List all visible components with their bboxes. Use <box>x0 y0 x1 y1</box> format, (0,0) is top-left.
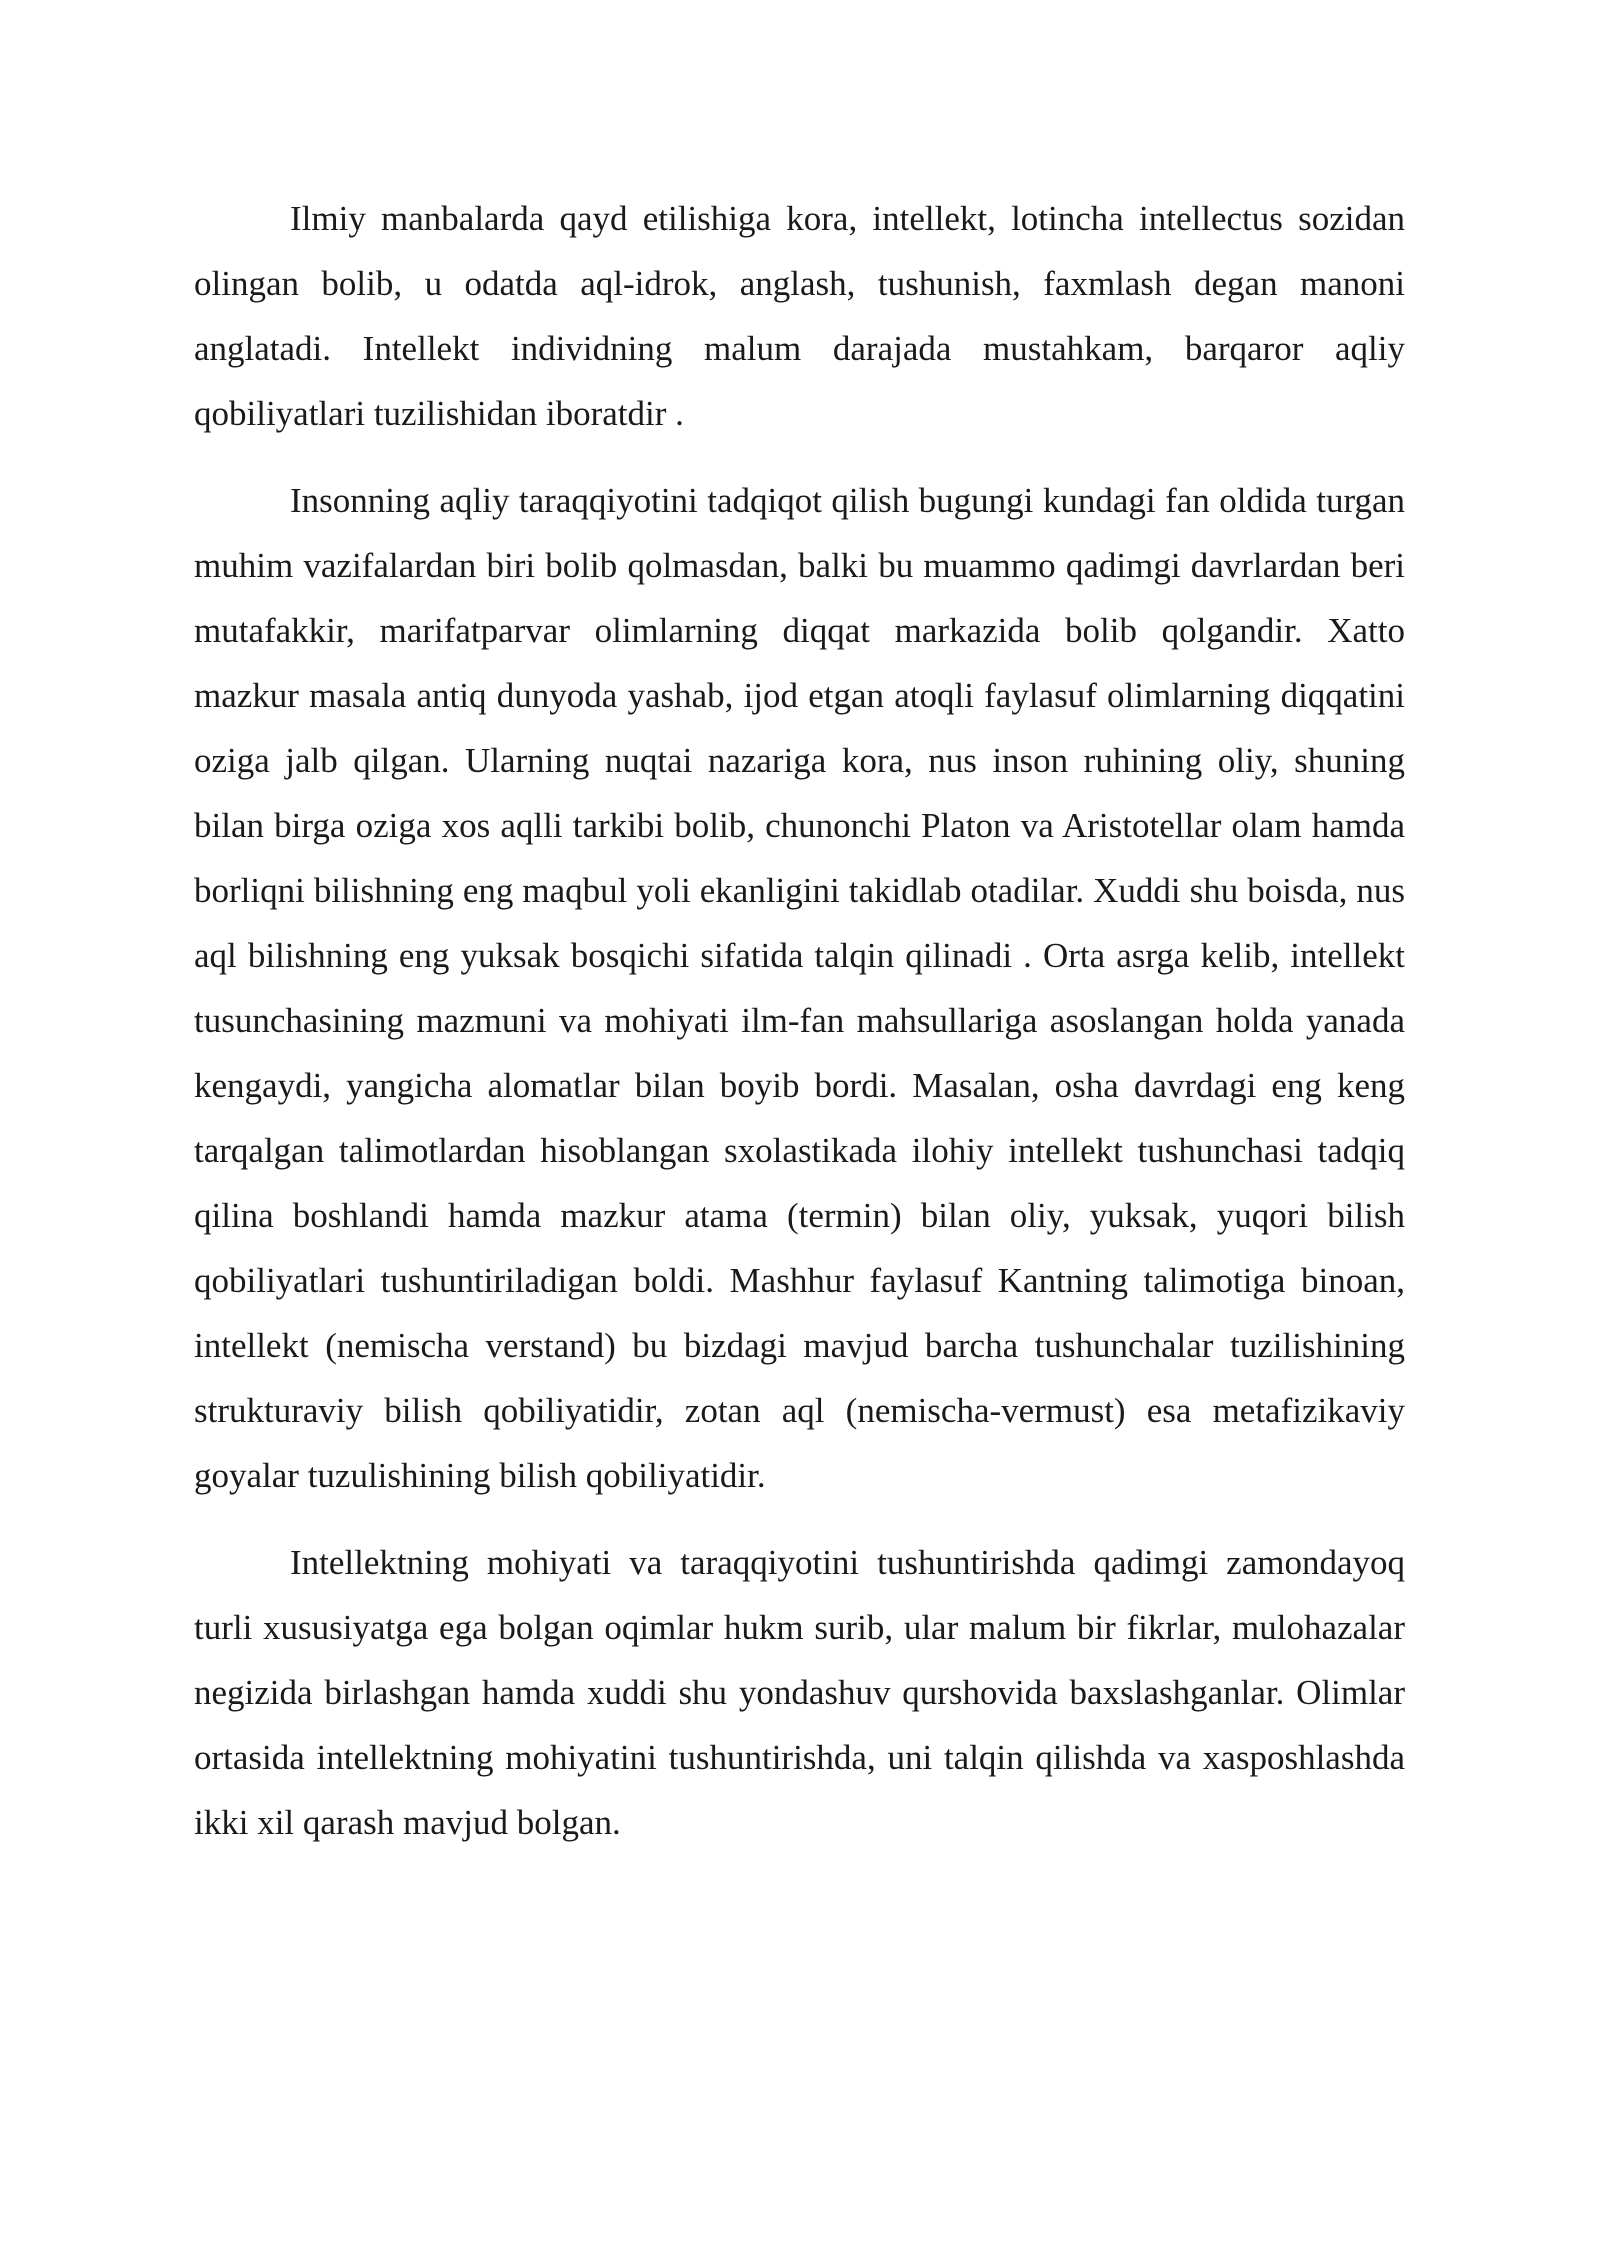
document-body <box>194 186 1405 1877</box>
paragraph-1: Ilmiy manbalarda qayd etilishiga kora, intellekt, lotincha intellectus sozidan olingan bolib, u odatda aql-idrok, anglash, tushunish, faxmlash degan manoni anglatadi. Intellekt individning malum darajada mustahkam, barqaror aqliy qobiliyatlari tuzilishidan iboratdir . <box>194 199 1405 433</box>
paragraph-3: Intellektning mohiyati va taraqqiyotini tushuntirishda qadimgi zamondayoq turli xususiyatga ega bolgan oqimlar hukm surib, ular malum bir fikrlar, mulohazalar negizida birlashgan hamda xuddi shu yondashuv qurshovida baxslashganlar. Olimlar ortasida intellektning mohiyatini tushuntirishda, uni talqin qilishda va xasposhlashda ikki xil qarash mavjud bolgan. <box>194 1543 1405 1842</box>
paragraph-2: Insonning aqliy taraqqiyotini tadqiqot qilish bugungi kundagi fan oldida turgan muhim vazifalardan biri bolib qolmasdan, balki bu muammo qadimgi davrlardan beri mutafakkir, marifatparvar olimlarning diqqat markazida bolib qolgandir. Xatto mazkur masala antiq dunyoda yashab, ijod etgan atoqli faylasuf olimlarning diqqatini oziga jalb qilgan. Ularning nuqtai nazariga kora, nus inson ruhining oliy, shuning bilan birga oziga xos aqlli tarkibi bolib, chunonchi Platon va Aristotellar olam hamda borliqni bilishning eng maqbul yoli ekanligini takidlab otadilar. Xuddi shu boisda, nus aql bilishning eng yuksak bosqichi sifatida talqin qilinadi . Orta asrga kelib, intellekt tusunchasining mazmuni va mohiyati ilm-fan mahsullariga asoslangan holda yanada kengaydi, yangicha alomatlar bilan boyib bordi. Masalan, osha davrdagi eng keng tarqalgan talimotlardan hisoblangan sxolastikada ilohiy intellekt tushunchasi tadqiq qilina boshlandi hamda mazkur atama (termin) bilan oliy, yuksak, yuqori bilish qobiliyatlari tushuntiriladigan boldi. Mashhur faylasuf Kantning talimotiga binoan, intellekt (nemischa verstand) bu bizdagi mavjud barcha tushunchalar tuzilishining strukturaviy bilish qobiliyatidir, zotan aql (nemischa-vermust) esa metafizikaviy goyalar tuzulishining bilish qobiliyatidir. <box>194 481 1405 1495</box>
